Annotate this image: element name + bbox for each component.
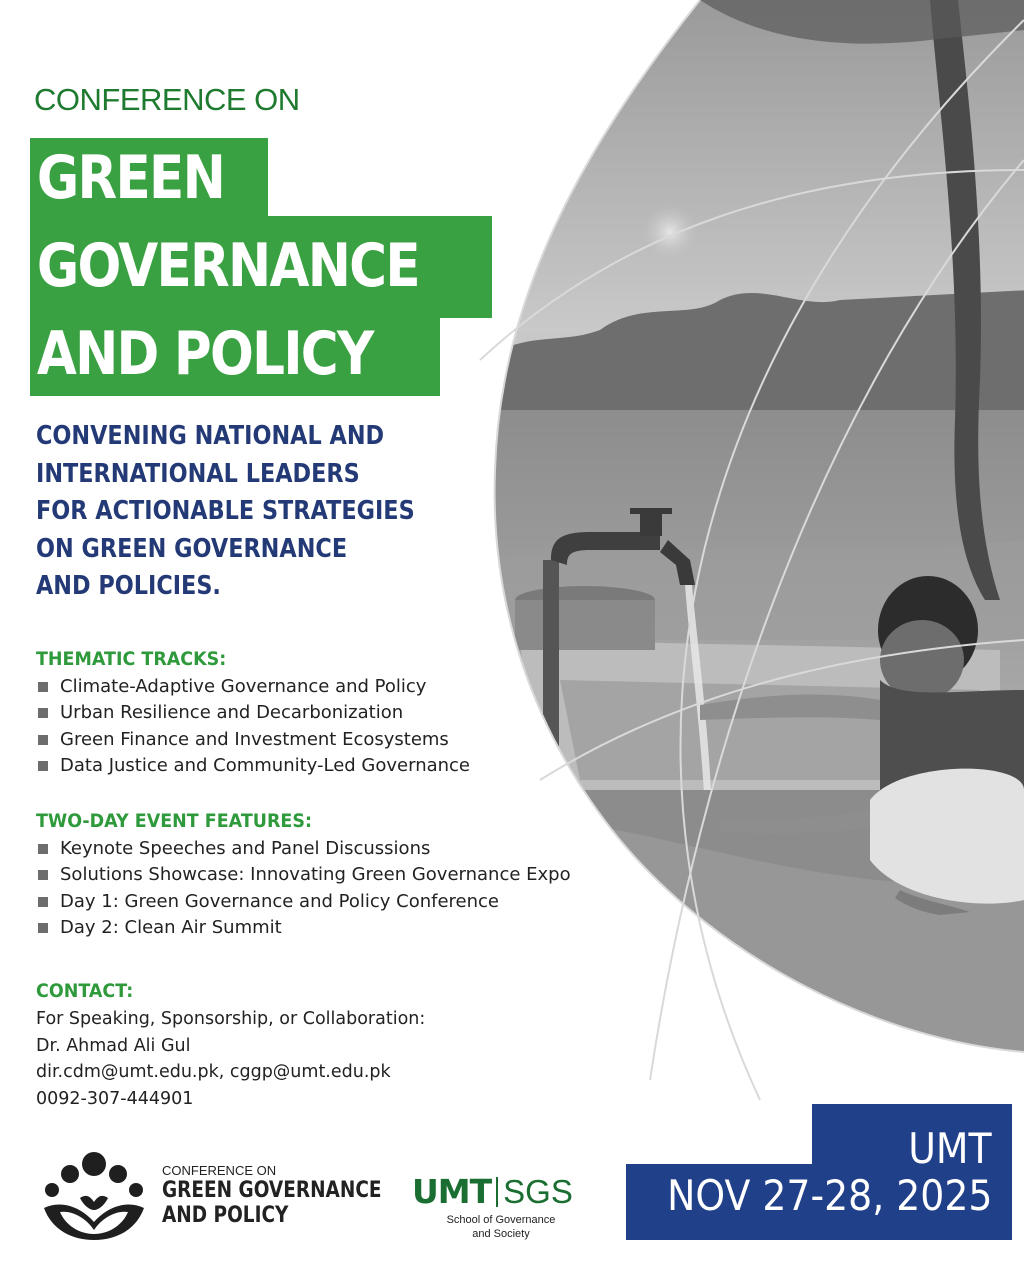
tagline-line: INTERNATIONAL LEADERS [36,458,360,489]
thematic-tracks-list [38,674,470,779]
list-item-text: Climate-Adaptive Governance and Policy [60,676,427,697]
logo-line-1: GREEN GOVERNANCE [162,1178,382,1203]
list-item-text: Day 2: Clean Air Summit [60,916,282,938]
square-bullet-icon [38,897,48,907]
square-bullet-icon [38,923,48,933]
logo-line-2: AND POLICY [162,1203,289,1228]
tagline-line: CONVENING NATIONAL AND [36,421,385,451]
logo-overline: CONFERENCE ON [162,1163,277,1178]
list-item-text: Data Justice and Community-Led Governance [60,754,471,776]
list-item-text: Urban Resilience and Decarbonization [60,702,404,724]
tagline [36,418,415,606]
overline-conference-on: CONFERENCE ON [34,82,300,117]
sgs-subtitle-line-1: School of Governance [446,1214,556,1226]
umt-sgs-logo [412,1172,573,1211]
title-line-1-wrap [30,140,264,216]
contact-purpose: For Speaking, Sponsorship, or Collaboration: [36,1009,426,1029]
list-item [38,727,470,753]
list-item [38,862,571,888]
conference-logo-text [162,1163,423,1228]
logo-divider [496,1177,498,1207]
title-line-1: GREEN [30,140,231,216]
list-item [38,836,571,862]
sgs-subtitle-line-2: and Society [472,1228,530,1240]
list-item-text: Day 1: Green Governance and Policy Conference [60,890,499,912]
list-item [38,915,571,941]
contact-emails[interactable]: dir.cdm@umt.edu.pk, cggp@umt.edu.pk [36,1062,391,1082]
title-line-2: GOVERNANCE [30,228,426,304]
sgs-subtitle [436,1213,566,1241]
list-item-text: Keynote Speeches and Panel Discussions [60,838,431,859]
umt-wordmark: UMT [412,1172,492,1211]
sgs-wordmark: SGS [503,1173,573,1210]
contact-details [36,1006,425,1112]
event-dates: NOV 27-28, 2025 [666,1171,992,1220]
square-bullet-icon [38,761,48,771]
venue-text: UMT [908,1124,992,1173]
list-item [38,700,470,726]
title-line-3-wrap [30,316,436,392]
list-item-text: Solutions Showcase: Innovating Green Governance Expo [60,864,571,886]
tagline-line: AND POLICIES. [36,571,221,602]
list-item [38,889,571,915]
tagline-line: ON GREEN GOVERNANCE [36,533,348,564]
thematic-tracks-heading: THEMATIC TRACKS: [36,648,227,670]
square-bullet-icon [38,682,48,692]
event-features-list [38,836,571,941]
square-bullet-icon [38,844,48,854]
title-line-3: AND POLICY [30,316,379,392]
conference-logo-icon [40,1150,152,1242]
square-bullet-icon [38,870,48,880]
tagline-line: FOR ACTIONABLE STRATEGIES [36,496,415,527]
list-item [38,753,470,779]
square-bullet-icon [38,735,48,745]
list-item [38,674,470,700]
list-item-text: Green Finance and Investment Ecosystems [60,728,449,750]
square-bullet-icon [38,708,48,718]
contact-heading: CONTACT: [36,980,134,1002]
contact-name: Dr. Ahmad Ali Gul [36,1035,191,1056]
contact-phone[interactable]: 0092-307-444901 [36,1088,194,1109]
title-line-2-wrap [30,228,490,304]
event-features-heading: TWO-DAY EVENT FEATURES: [36,810,312,832]
